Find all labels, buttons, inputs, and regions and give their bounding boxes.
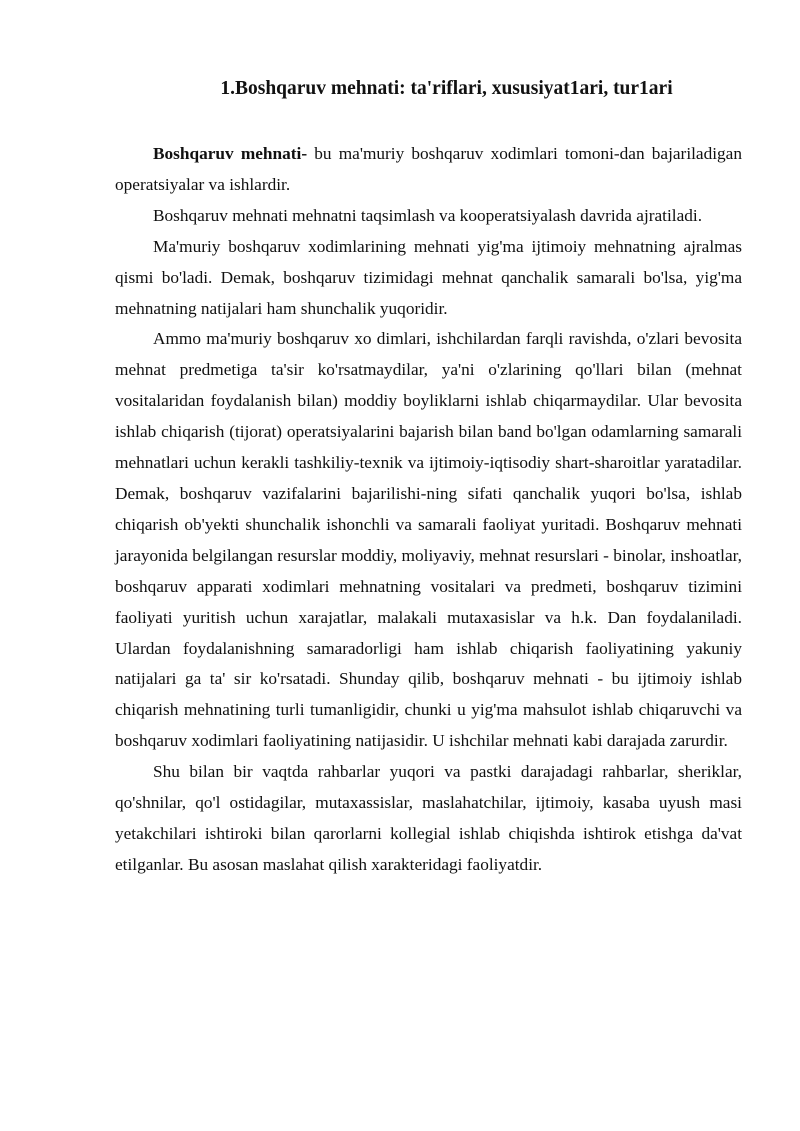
paragraph-text: Boshqaruv mehnati mehnatni taqsimlash va kooperatsiyalash davrida ajratiladi.	[153, 205, 703, 225]
paragraph-text: Ammo ma'muriy boshqaruv xo dimlari, ishchilardan farqli ravishda, o'zlari bevosita mehnat predmetiga ta'sir ko'rsatmaydilar, ya'ni o'zlarining qo'llari bilan (mehnat vositalaridan foydalanish bilan) moddiy boyliklarni ishlab chiqarmaydilar. Ular bevosita ishlab chiqarish (tijorat) operatsiyalarini bajarish bilan band bo'lgan odamlarning samarali mehnatlari uchun kerakli tashkiliy-texnik va ijtimoiy-iqtisodiy shart-sharoitlar yaratadilar. Demak, boshqaruv vazifalarini bajarilishi-ning sifati qanchalik yuqori bo'lsa, ishlab chiqarish ob'yekti shunchalik ishonchli va samarali faoliyat yuritadi. Boshqaruv mehnati jarayonida belgilangan resurslar moddiy, moliyaviy, mehnat resurslari - binolar, inshoatlar, boshqaruv apparati xodimlari mehnatning vositalari va predmeti, boshqaruv tizimini faoliyati yuritish uchun xarajatlar, malakali mutaxasislar va h.k. Dan foydalaniladi. Ulardan foydalanishning samaradorligi ham ishlab chiqarish faoliyatining yakuniy natijalari ga ta' sir ko'rsatadi. Shunday qilib, boshqaruv mehnati - bu ijtimoiy ishlab chiqarish mehnatining turli tumanligidir, chunki u yig'ma mahsulot ishlab chiqaruvchi va boshqaruv xodimlari faoliyatining natijasidir. U ishchilar mehnati kabi darajada zarurdir.	[115, 329, 742, 751]
paragraph-text: Ma'muriy boshqaruv xodimlarining mehnati yig'ma ijtimoiy mehnatning ajralmas qismi bo'ladi. Demak, boshqaruv tizimidagi mehnat qanchalik samarali bo'lsa, yig'ma mehnatning natijalari ham shunchalik yuqoridir.	[115, 236, 742, 318]
paragraph	[115, 757, 742, 881]
paragraph-definition	[115, 139, 742, 201]
paragraph-text: bu ma'muriy boshqaruv xodimlari tomoni-dan bajariladigan operatsiyalar va ishlardir.	[115, 144, 742, 194]
paragraph	[115, 201, 742, 232]
paragraph	[115, 324, 742, 757]
page-title: 1.Boshqaruv mehnati: ta'riflari, xususiyat1ari, tur1ari	[220, 78, 673, 99]
defined-term: Boshqaruv mehnati-	[153, 144, 308, 163]
document-body	[115, 139, 742, 881]
paragraph-text: Shu bilan bir vaqtda rahbarlar yuqori va pastki darajadagi rahbarlar, sheriklar, qo'shnilar, qo'l ostidagilar, mutaxassislar, maslahatchilar, ijtimoiy, kasaba uyush masi yetakchilari ishtiroki bilan qarorlarni kollegial ishlab chiqishda ishtirok etishga da'vat etilganlar. Bu asosan maslahat qilish xarakteridagi faoliyatdir.	[115, 762, 742, 874]
paragraph	[115, 232, 742, 325]
